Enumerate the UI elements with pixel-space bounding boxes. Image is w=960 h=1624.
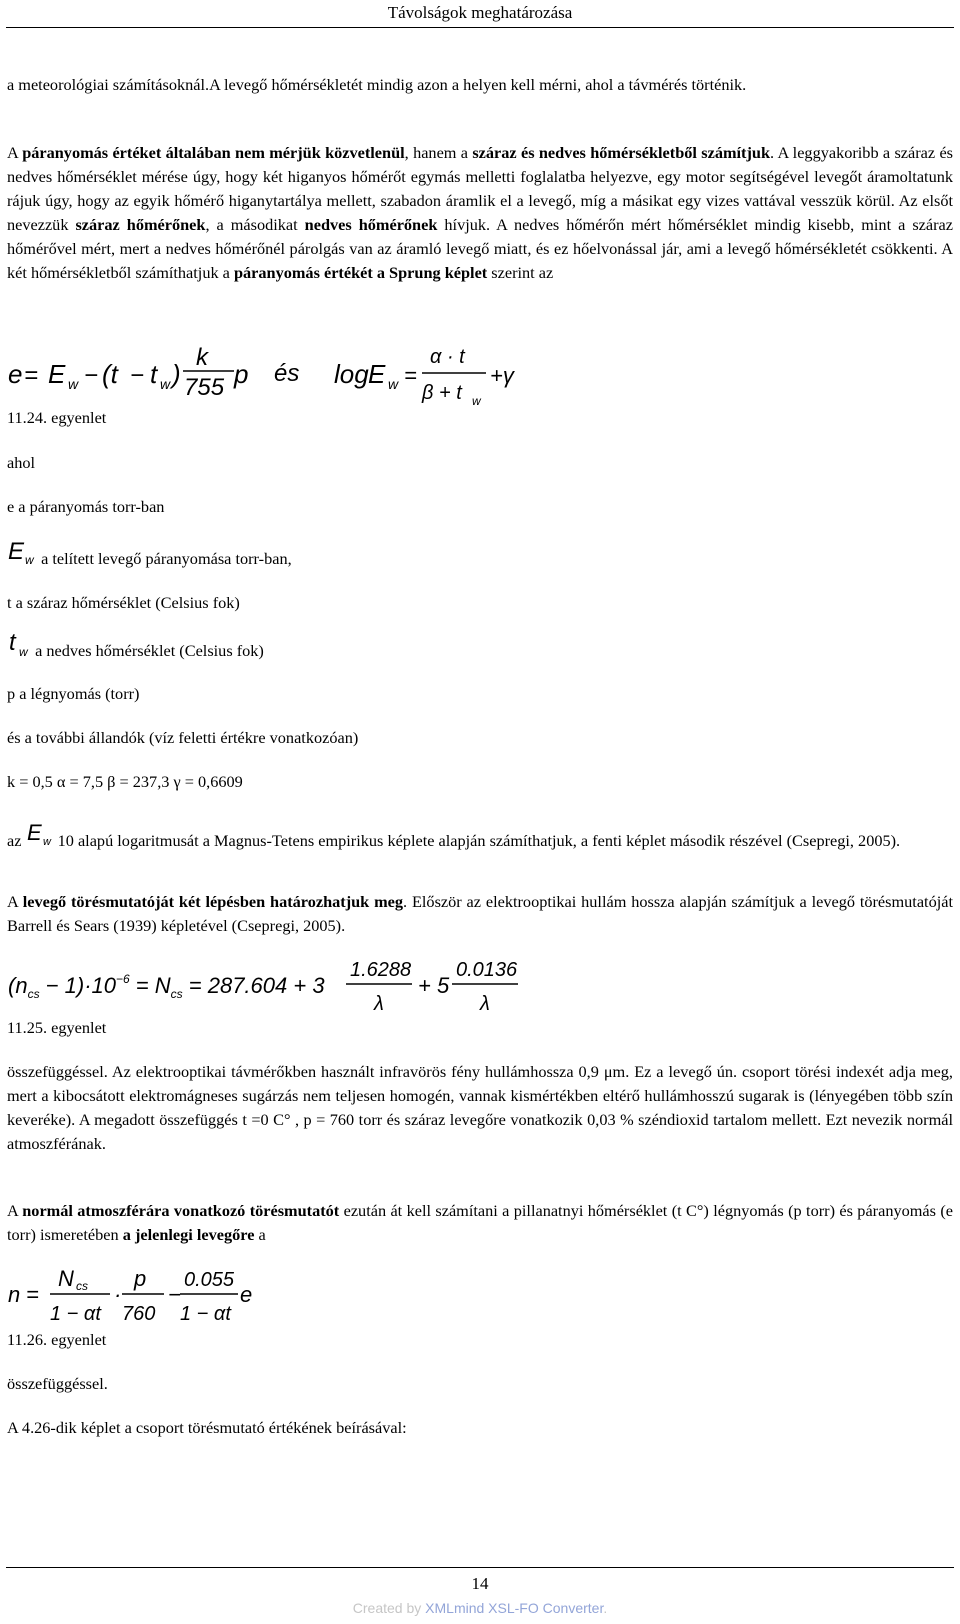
svg-text:·: · (114, 1282, 122, 1307)
def-Ew (7, 538, 953, 571)
svg-text:e: e (240, 1282, 253, 1307)
eq1-es: és (274, 360, 300, 387)
def-tw-text: a nedves hőmérséklet (Celsius fok) (35, 641, 264, 660)
eq1-E-sub: w (68, 376, 79, 392)
page-header-title: Távolságok meghatározása (387, 3, 573, 22)
eq1-log: log (334, 359, 369, 389)
svg-text:−: − (168, 1282, 181, 1307)
para2-run: . Először az elektrooptikai hullám hossza alapján számítjuk a levegő törésmutatóját Barrell és Sears (1939) képletével (Csepregi, 2005). (7, 892, 953, 935)
para2-run: levegő törésmutatóját két lépésben határozhatjuk meg (22, 892, 404, 911)
svg-text:w: w (25, 553, 34, 566)
equation-11-26 (6, 1266, 266, 1328)
tw-symbol (7, 630, 31, 658)
svg-text:1.6288: 1.6288 (350, 959, 412, 981)
svg-text:1 − αt: 1 − αt (50, 1303, 101, 1325)
para1-run: A (7, 143, 23, 162)
svg-text:λ: λ (480, 993, 490, 1015)
eq1-equals: = (24, 362, 39, 389)
consts-values: k = 0,5 α = 7,5 β = 237,3 γ = 0,6609 (7, 772, 243, 791)
svg-text:1 − αt: 1 − αt (180, 1303, 231, 1325)
eq1-beta-t: β + t (422, 382, 462, 404)
eq1-minus-2: − (130, 362, 145, 389)
para3-run: összefüggéssel. Az elektrooptikai távmérőkben használt infravörös fény hullámhossza 0,9 μm. Ez a levegő ún. csoport törési indexét adja meg, mert a kibocsátott elektromágneses sugárzás nem teljesen homogén, vannak kismértékben eltérő hullámhosszú sugarak is (lényegében több szín keveréke). A megadott összefüggés t =0 C° , p = 760 torr és száraz levegőre vonatkozik 0,03 % széndioxid tartalom mellett. Ezt nevezik normál atmoszférának. (7, 1062, 953, 1153)
Ew-inline-symbol (26, 822, 54, 848)
paragraph-sprung (7, 141, 953, 285)
equation-11-25 (6, 956, 526, 1018)
svg-text:t: t (9, 630, 16, 656)
svg-text:n: n (8, 1282, 21, 1307)
header-divider (6, 27, 954, 28)
svg-text:λ: λ (374, 993, 384, 1015)
para1-run: szerint az (487, 263, 554, 282)
svg-text:w: w (19, 645, 28, 658)
para1-run: száraz és nedves hőmérsékletből számítjuk (472, 143, 770, 162)
eq3-label: 11.26. egyenlet (7, 1330, 107, 1349)
paragraph-magnus: az E w 10 alapú logaritmusát a Magnus-Tetens empirikus képlete alapján számíthatjuk, a fenti képlet második részével (Csepregi, 2005). (7, 822, 901, 850)
eq1-label: 11.24. egyenlet (7, 408, 107, 427)
eq1-tw-sub: w (160, 376, 171, 392)
def-p: p a légnyomás (torr) (7, 684, 140, 703)
eq1-minus: − (84, 362, 99, 389)
eq1-e: e (8, 359, 23, 389)
eq1-beta-t-sub: w (472, 394, 481, 408)
osszefuggessel-line: összefüggéssel. (7, 1374, 108, 1393)
para1-run: . A leggyakoribb a száraz és nedves hőmérséklet mérése úgy, hogy két higanyos hőmérőt egymás melletti foglalatba helyezve, egy motor segítségével levegőt áramoltatunk rájuk úgy, hogy az egyik hőmérő higanytartálya mellett, szabadon áramlik el a levegő, míg a másikat egy vizes vattával vesszük körül. Az elsőt nevezzük (7, 143, 954, 234)
def-tw (7, 630, 953, 663)
para1-run: nedves hőmérőnek (304, 215, 438, 234)
para1-run: , a másodikat (205, 215, 305, 234)
eq1-frac-den: 755 (184, 374, 225, 401)
svg-text:0.0136: 0.0136 (456, 959, 518, 981)
equation-11-24 (6, 343, 526, 411)
para4-run: A (7, 1201, 23, 1220)
eq1-log-E: E (368, 359, 386, 389)
svg-text:+ 5: + 5 (418, 973, 450, 998)
svg-text:760: 760 (122, 1303, 156, 1325)
para1-run: , hanem a (404, 143, 473, 162)
eq1-tw: t (150, 359, 158, 389)
paragraph-refraction (7, 890, 953, 938)
footer-credit-brand: XMLmind XSL-FO Converter (425, 1600, 604, 1616)
eq1-plus-gamma: +γ (490, 363, 514, 388)
eq1-paren-close: ) (172, 359, 181, 389)
ahol-label: ahol (7, 453, 36, 472)
eq1-E: E (48, 359, 66, 389)
svg-text:N: N (58, 1266, 74, 1291)
eq1-frac-num: k (196, 344, 208, 371)
page-number: 14 (471, 1574, 489, 1593)
footer-divider (6, 1567, 954, 1568)
intro-paragraph: a meteorológiai számításoknál.A levegő hőmérsékletét mindig azon a helyen kell mérni, ahol a távmérés történik. (7, 75, 747, 94)
svg-text:0.055: 0.055 (184, 1269, 235, 1291)
svg-text:=: = (26, 1282, 39, 1307)
para4-run: a (254, 1225, 266, 1244)
eq2-label: 11.25. egyenlet (7, 1018, 107, 1037)
paragraph-normal-atmosphere (7, 1199, 953, 1247)
para1-run: páranyomás értéket általában nem mérjük közvetlenül (22, 143, 405, 162)
para1-run: hívjuk. A nedves hőmérőn mért hőmérséklet mindig kisebb, mint a száraz hőmérővel mért, mert a nedves hőmérőnél párolgás van az áramló levegő miatt, és ez hőelvonással jár, ami a levegő hőmérsékletét csökkenti. A két hőmérsékletből számíthatjuk a (7, 215, 953, 282)
svg-text:w: w (42, 836, 51, 848)
para1-run: páranyomás értékét a Sprung képlet (233, 263, 488, 282)
footer-credit: Created by XMLmind XSL-FO Converter. (352, 1600, 608, 1616)
Ew-symbol (7, 538, 37, 566)
para4-run: ezután át kell számítani a pillanatnyi hőmérséklet (t C°) légnyomás (p torr) és páranyomás (e torr) ismeretében (7, 1201, 953, 1244)
para1-run: száraz hőmérőnek (75, 215, 206, 234)
eq1-log-E-sub: w (388, 376, 399, 392)
eq1-paren-t: (t (102, 359, 118, 389)
def-t: t a száraz hőmérséklet (Celsius fok) (7, 593, 240, 612)
svg-text:p: p (134, 1266, 147, 1291)
svg-text:(ncs − 1)·10−6 = Ncs = 287.604: $(n_{cs} - 1)\cdot 10^{-6} = N_{cs} = 287.604 + 3$ (8, 972, 325, 1001)
svg-text:E: E (8, 538, 25, 565)
para4-run: a jelenlegi levegőre (122, 1225, 255, 1244)
def-e: e a páranyomás torr-ban (7, 497, 165, 516)
eq1-alpha-t: α · t (430, 346, 465, 368)
def-Ew-text: a telített levegő páranyomása torr-ban, (41, 549, 292, 568)
eq1-p: p (234, 359, 249, 389)
consts-intro: és a további állandók (víz feletti értékre vonatkozóan) (7, 728, 359, 747)
closing-line: A 4.26-dik képlet a csoport törésmutató értékének beírásával: (7, 1418, 407, 1437)
svg-text:E: E (26, 822, 42, 845)
eq1-equals-2: = (404, 363, 417, 388)
paragraph-group-index (7, 1060, 953, 1156)
para2-run: A (7, 892, 23, 911)
svg-text:cs: cs (76, 1279, 88, 1293)
para4-run: normál atmoszférára vonatkozó törésmutatót (22, 1201, 340, 1220)
